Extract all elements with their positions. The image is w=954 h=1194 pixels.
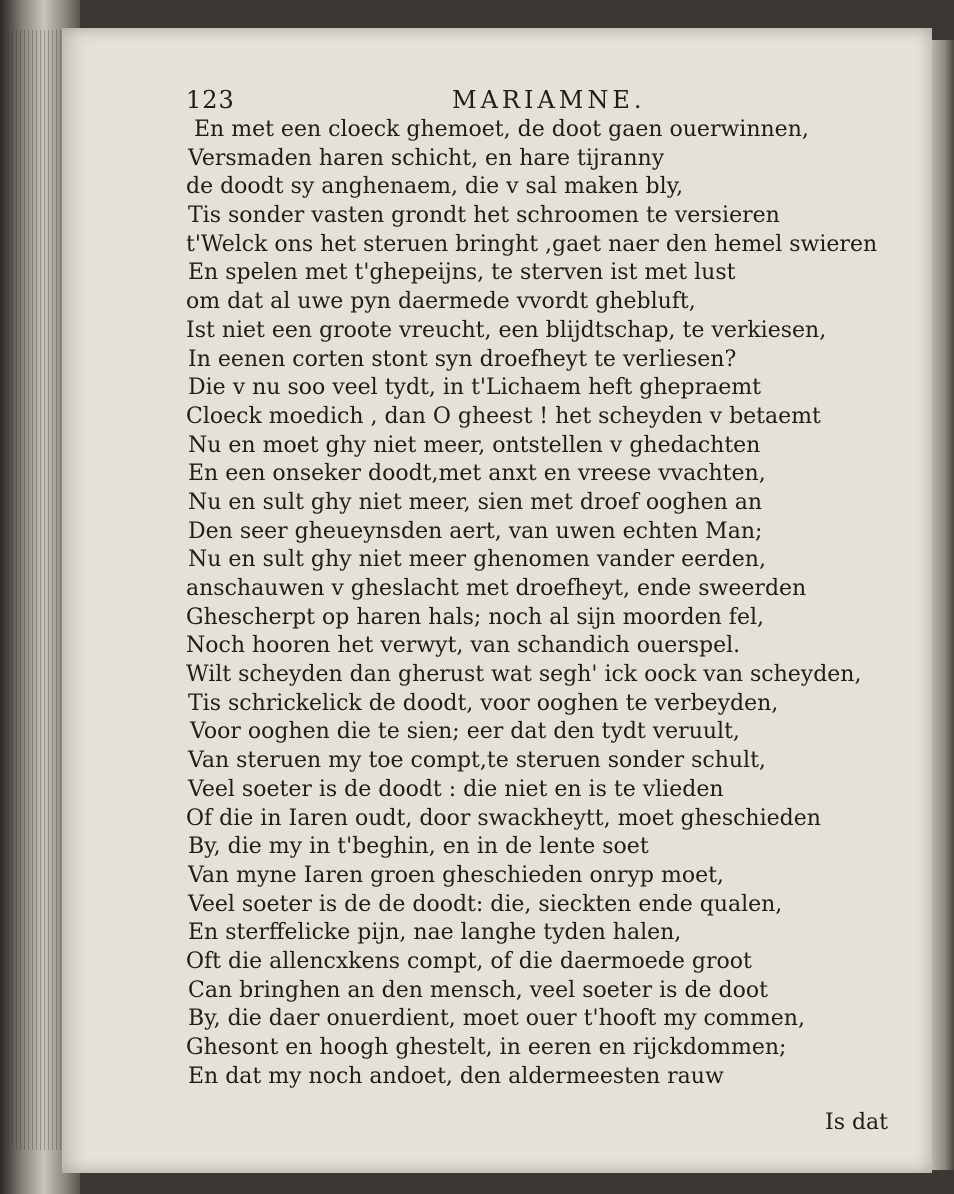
verse-line: Oft die allencxkens compt, of die daermoede groot <box>186 948 752 974</box>
verse-line: By, die my in t'beghin, en in de lente soet <box>188 834 649 860</box>
catchword: Is dat <box>825 1110 889 1135</box>
verse-line: om dat al uwe pyn daermede vvordt ghebluft, <box>186 289 696 315</box>
verse-line: Tis sonder vasten grondt het schroomen te versieren <box>188 203 780 229</box>
verse-line: En dat my noch andoet, den aldermeesten rauw <box>188 1063 724 1089</box>
verse-line: Wilt scheyden dan gherust wat segh' ick oock van scheyden, <box>186 662 862 688</box>
verse-line: Cloeck moedich , dan O gheest ! het scheyden v betaemt <box>186 403 821 429</box>
verse-line: En spelen met t'ghepeijns, te sterven ist met lust <box>188 260 736 286</box>
facing-page-edge <box>932 40 954 1170</box>
verse-line: Van steruen my toe compt,te steruen sonder schult, <box>188 748 766 774</box>
verse-line: En met een cloeck ghemoet, de doot gaen ouerwinnen, <box>194 117 809 142</box>
verse-line: Noch hooren het verwyt, van schandich ouerspel. <box>186 633 741 659</box>
verse-line: Versmaden haren schicht, en hare tijranny <box>188 145 665 171</box>
verse-line: Can bringhen an den mensch, veel soeter is de doot <box>188 977 768 1003</box>
verse-line: Nu en moet ghy niet meer, ontstellen v ghedachten <box>188 432 761 458</box>
verse-line: Ghesont en hoogh ghestelt, in eeren en rijckdommen; <box>186 1035 787 1060</box>
verse-line: Veel soeter is de de doodt: die, sieckten ende qualen, <box>188 891 783 917</box>
verse-line: Voor ooghen die te sien; eer dat den tydt veruult, <box>190 719 740 745</box>
verse-line: Nu en sult ghy niet meer, sien met droef ooghen an <box>188 489 763 515</box>
verse-line: Van myne Iaren groen gheschieden onryp moet, <box>188 862 724 888</box>
verse-line: Veel soeter is de doodt : die niet en is te vlieden <box>188 776 724 802</box>
verse-line: Nu en sult ghy niet meer ghenomen vander eerden, <box>188 547 766 573</box>
verse-line: Tis schrickelick de doodt, voor ooghen te verbeyden, <box>188 690 779 716</box>
verse-text <box>122 116 912 1091</box>
verse-line: t'Welck ons het steruen bringht ,gaet naer den hemel swieren <box>186 231 878 257</box>
verse-line: de doodt sy anghenaem, die v sal maken bly, <box>186 174 684 200</box>
verse-line: Die v nu soo veel tydt, in t'Lichaem heft ghepraemt <box>188 375 761 401</box>
verse-line: Ghescherpt op haren hals; noch al sijn moorden fel, <box>186 604 764 630</box>
verse-line: Ist niet een groote vreucht, een blijdtschap, te verkiesen, <box>186 317 827 343</box>
verse-line: Of die in Iaren oudt, door swackheytt, moet gheschieden <box>186 805 821 831</box>
page-edges <box>8 30 68 1150</box>
verse-line: In eenen corten stont syn droefheyt te verliesen? <box>188 346 737 372</box>
verse-line: En een onseker doodt,met anxt en vreese vvachten, <box>188 461 766 487</box>
running-title: MARIAMNE. <box>452 86 646 114</box>
printed-text-block <box>122 86 912 1089</box>
verse-line: Den seer gheueynsden aert, van uwen echten Man; <box>188 518 763 544</box>
verse-line: anschauwen v gheslacht met droefheyt, ende sweerden <box>186 576 807 601</box>
verse-line: En sterffelicke pijn, nae langhe tyden halen, <box>188 920 682 946</box>
verse-line: By, die daer onuerdient, moet ouer t'hooft my commen, <box>188 1006 805 1032</box>
page-number: 123 <box>186 86 235 114</box>
